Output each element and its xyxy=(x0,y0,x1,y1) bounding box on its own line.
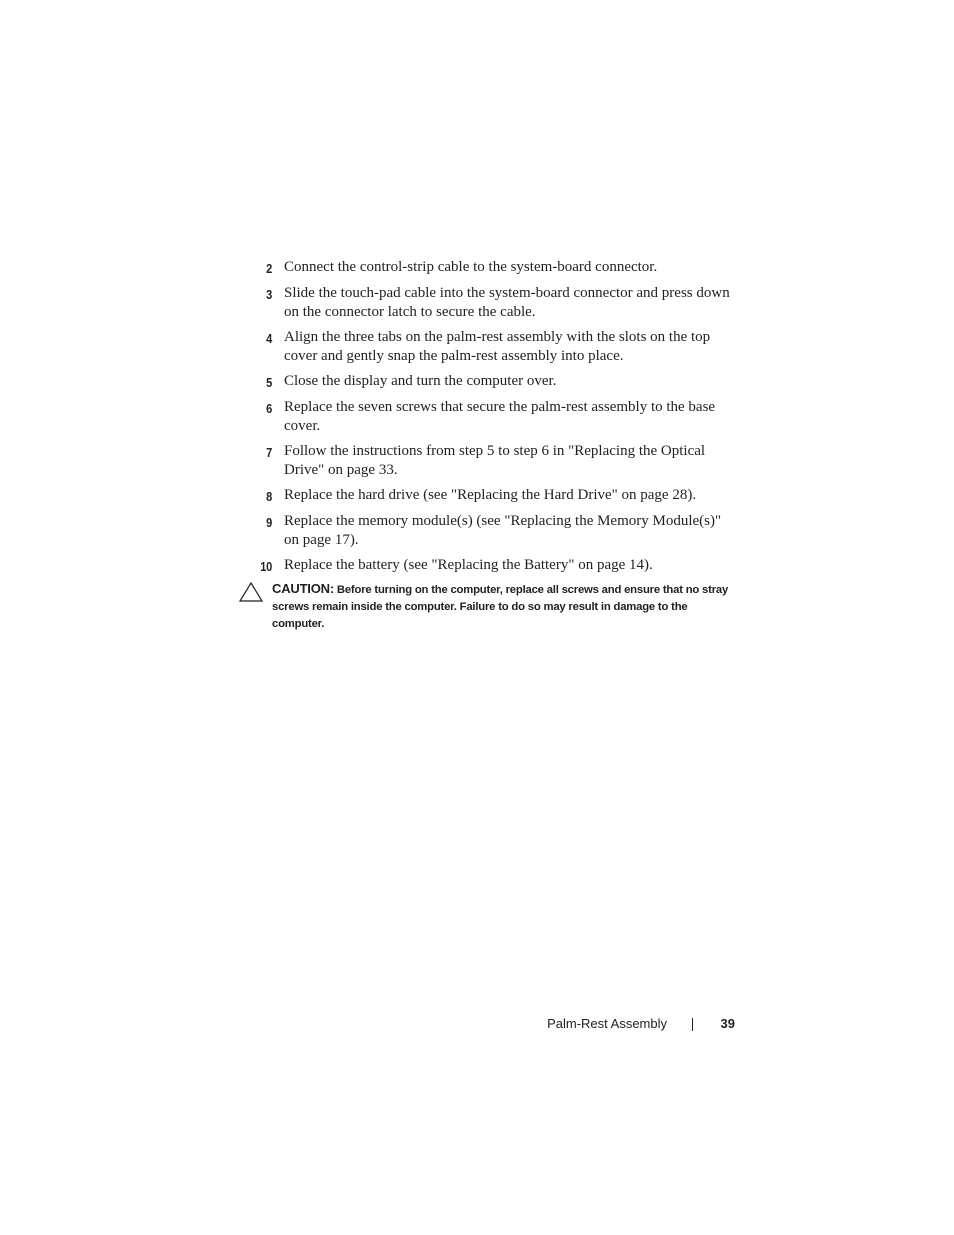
step-number: 6 xyxy=(266,401,272,416)
caution-triangle-icon xyxy=(238,581,264,603)
step-text: Replace the seven screws that secure the palm-rest assembly to the base cover. xyxy=(284,399,716,434)
step-text: Slide the touch-pad cable into the system-board connector and press down on the connector latch to secure the cable. xyxy=(284,285,730,320)
step-item xyxy=(238,328,738,366)
step-number: 3 xyxy=(266,287,272,302)
caution-label: CAUTION: xyxy=(272,581,334,596)
caution-notice xyxy=(238,580,738,633)
step-number: 5 xyxy=(266,375,272,390)
step-text: Align the three tabs on the palm-rest assembly with the slots on the top cover and gently snap the palm-rest assembly into place. xyxy=(284,329,711,364)
step-item xyxy=(238,372,738,392)
step-number: 2 xyxy=(266,261,272,276)
step-item xyxy=(238,258,738,278)
step-text: Replace the hard drive (see "Replacing the Hard Drive" on page 28). xyxy=(284,487,697,503)
step-text: Close the display and turn the computer over. xyxy=(284,373,557,389)
step-item xyxy=(238,556,738,576)
step-number: 9 xyxy=(266,515,272,530)
step-item xyxy=(238,284,738,322)
footer-section-title: Palm-Rest Assembly xyxy=(547,1016,667,1031)
caution-text xyxy=(264,580,738,633)
step-item xyxy=(238,398,738,436)
step-text: Follow the instructions from step 5 to step 6 in "Replacing the Optical Drive" on page 33. xyxy=(284,443,706,478)
step-item xyxy=(238,512,738,550)
step-number: 4 xyxy=(266,331,272,346)
footer-divider xyxy=(692,1018,693,1031)
step-number: 10 xyxy=(260,559,272,574)
step-text: Replace the battery (see "Replacing the Battery" on page 14). xyxy=(284,557,653,573)
step-text: Connect the control-strip cable to the system-board connector. xyxy=(284,259,658,275)
caution-body: Before turning on the computer, replace all screws and ensure that no stray screws remain inside the computer. Failure to do so may result in damage to the computer. xyxy=(272,584,729,630)
step-number: 8 xyxy=(266,489,272,504)
step-item xyxy=(238,486,738,506)
step-list xyxy=(238,258,738,582)
step-item xyxy=(238,442,738,480)
step-text: Replace the memory module(s) (see "Replacing the Memory Module(s)" on page 17). xyxy=(284,513,722,548)
page-footer xyxy=(520,1014,735,1034)
page-number: 39 xyxy=(720,1016,735,1031)
step-number: 7 xyxy=(266,445,272,460)
